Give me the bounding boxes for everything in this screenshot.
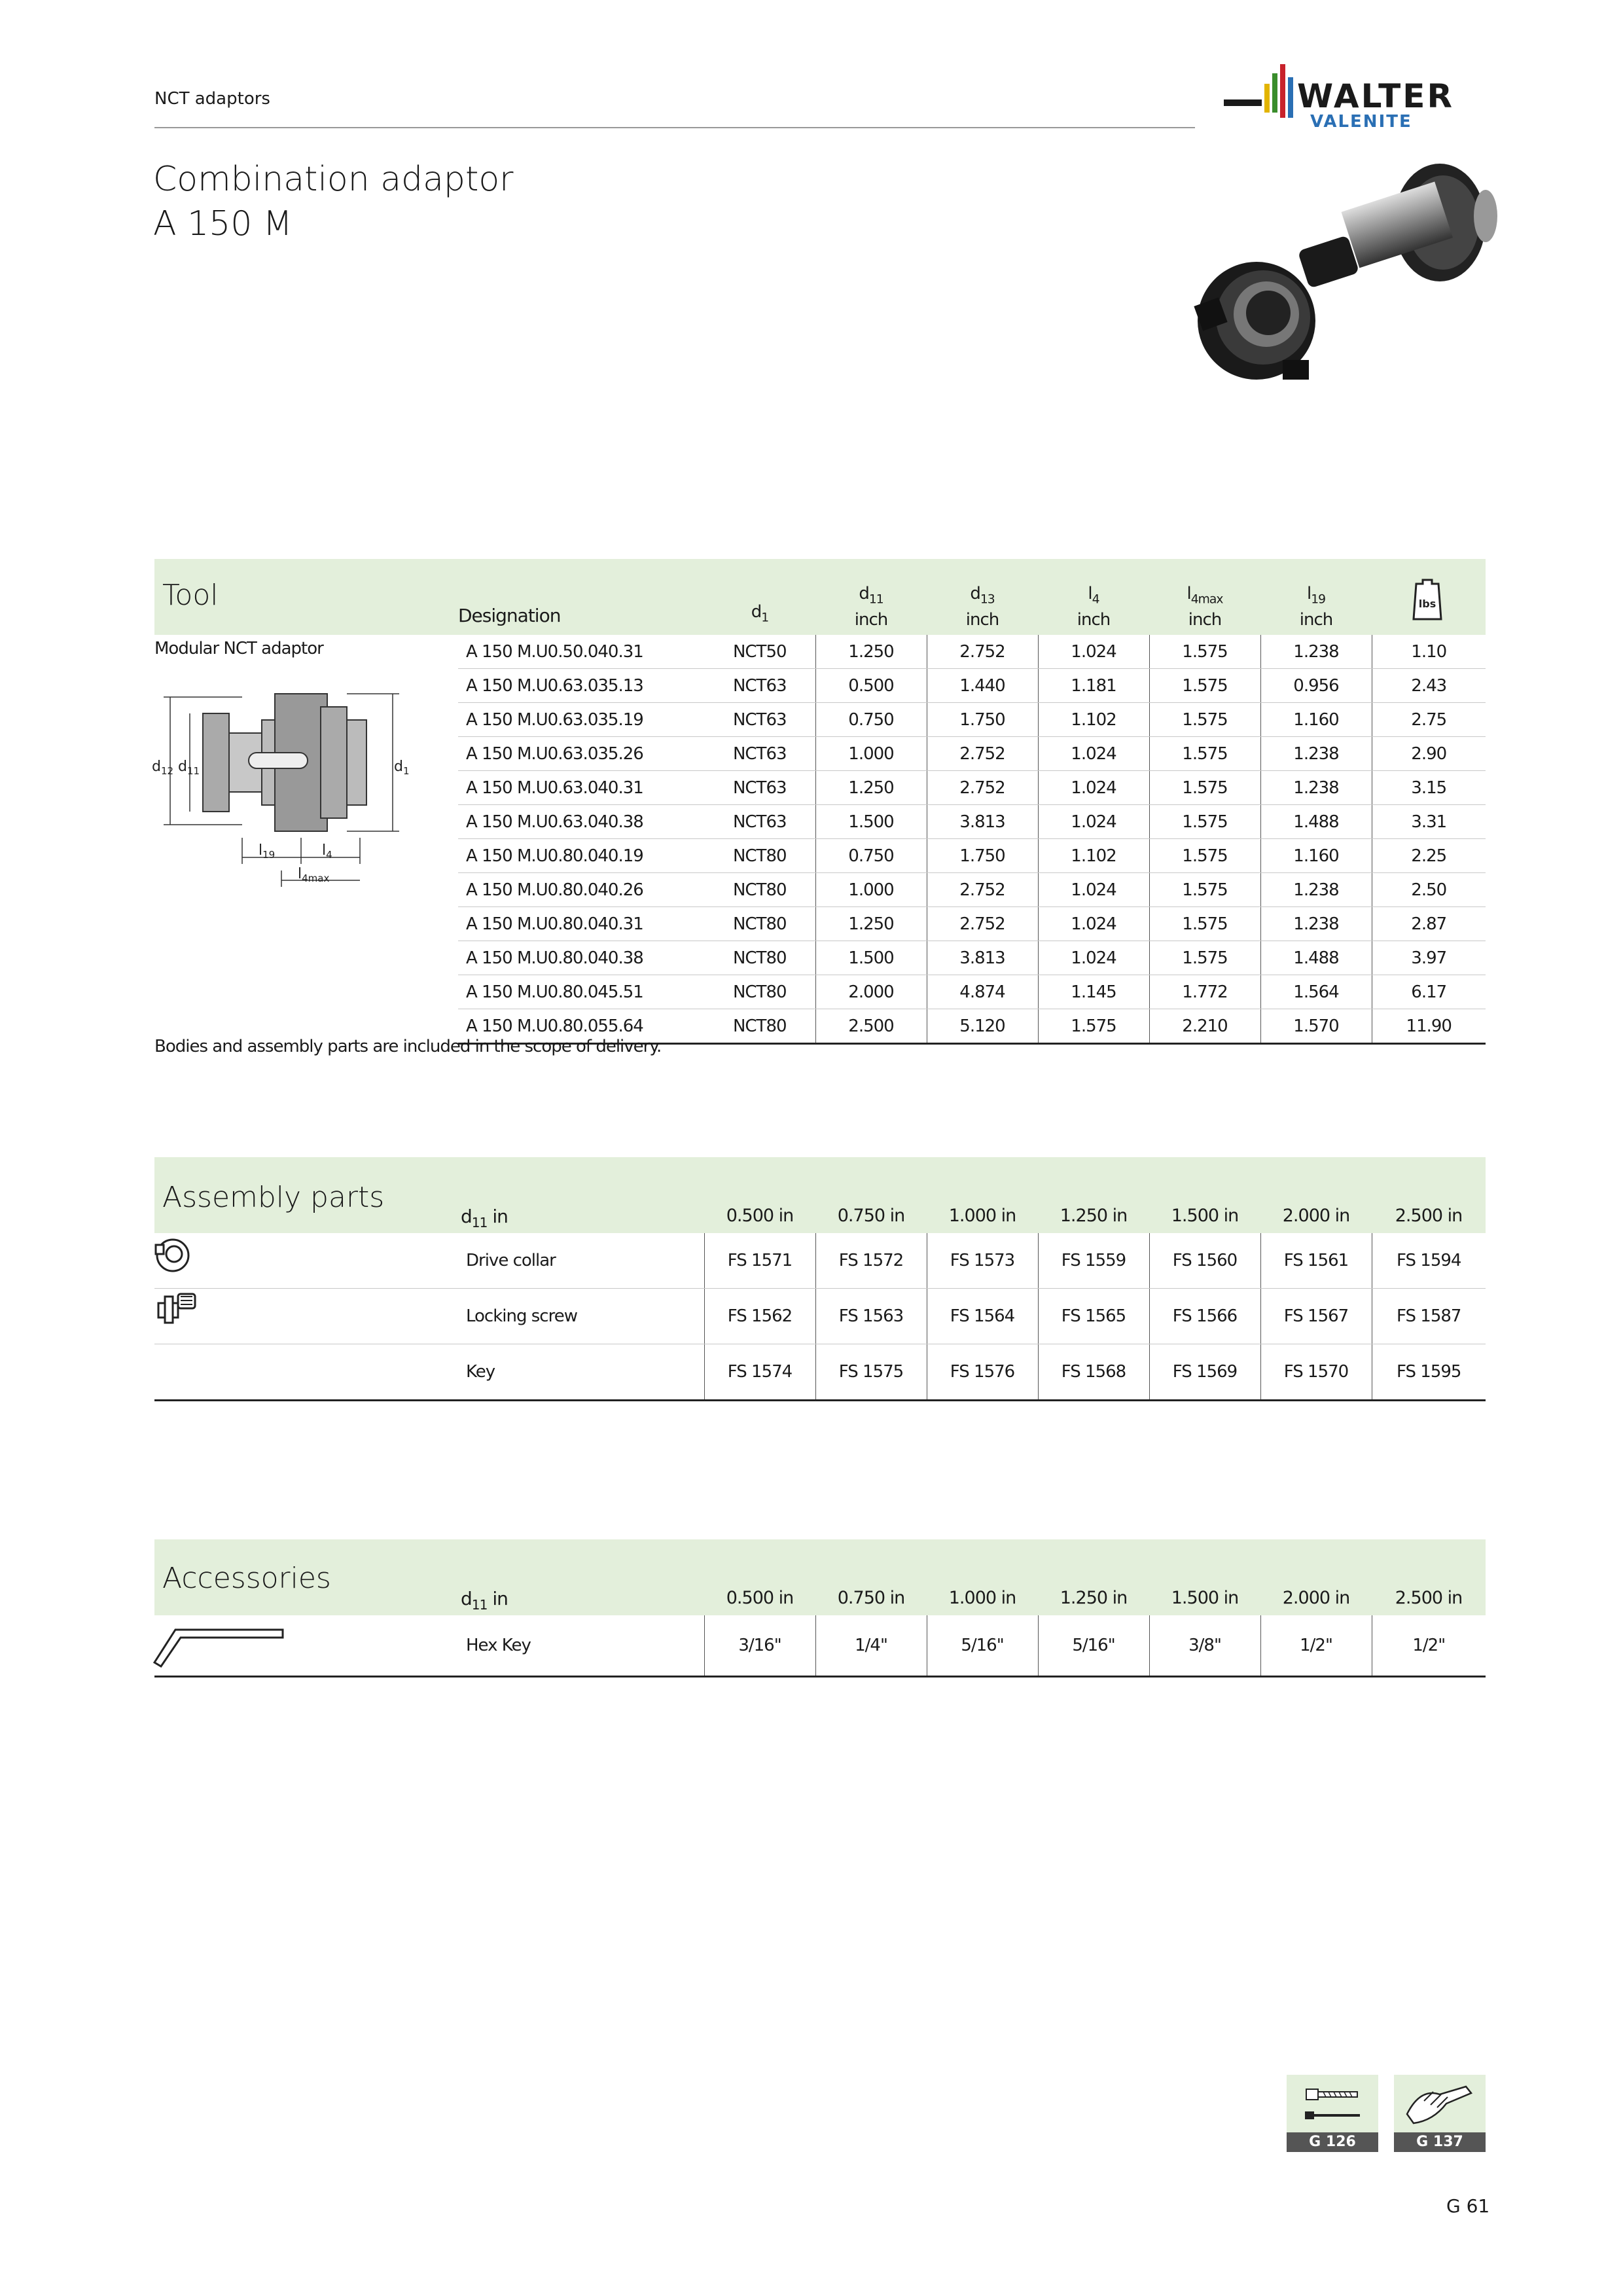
row-label: Hex Key bbox=[466, 1636, 531, 1655]
table-cell: 1.575 bbox=[1149, 635, 1260, 669]
table-row bbox=[458, 703, 1486, 737]
table-cell: 2.25 bbox=[1372, 839, 1486, 873]
table-cell: 2.500 bbox=[815, 1009, 927, 1044]
table-cell: 2.752 bbox=[927, 873, 1038, 907]
table-cell: 1.575 bbox=[1149, 907, 1260, 941]
table-cell: 5/16" bbox=[1038, 1615, 1149, 1677]
table-cell: A 150 M.U0.63.040.31 bbox=[458, 771, 704, 805]
table-cell: 1.750 bbox=[927, 839, 1038, 873]
assembly-heading: Assembly parts bbox=[162, 1181, 385, 1214]
brand-bottom: VALENITE bbox=[1310, 112, 1412, 132]
table-row bbox=[458, 975, 1486, 1009]
accessories-size-headers bbox=[704, 1588, 1486, 1608]
table-cell: 1.575 bbox=[1149, 941, 1260, 975]
accessories-heading: Accessories bbox=[162, 1562, 331, 1595]
row-label: Key bbox=[466, 1362, 495, 1382]
screw-reference-icon bbox=[1287, 2075, 1378, 2132]
table-cell: 2.210 bbox=[1149, 1009, 1260, 1044]
table-cell: 1.000 bbox=[815, 873, 927, 907]
table-cell: 1.000 bbox=[815, 737, 927, 771]
table-row bbox=[458, 771, 1486, 805]
table-cell: 2.90 bbox=[1372, 737, 1486, 771]
table-cell: A 150 M.U0.80.040.19 bbox=[458, 839, 704, 873]
table-row bbox=[458, 635, 1486, 669]
table-cell: 2.87 bbox=[1372, 907, 1486, 941]
size-header: 0.500 in bbox=[726, 1206, 794, 1226]
table-cell: 3/8" bbox=[1149, 1615, 1260, 1677]
table-cell: 1.250 bbox=[815, 771, 927, 805]
table-cell: 3.15 bbox=[1372, 771, 1486, 805]
table-cell: 1.102 bbox=[1038, 839, 1149, 873]
accessories-col-label: $d_{11}$ in bbox=[461, 1588, 508, 1613]
locking-screw-icon bbox=[152, 1290, 204, 1334]
table-cell: NCT80 bbox=[704, 873, 815, 907]
table-cell: 1.250 bbox=[815, 635, 927, 669]
assembly-table bbox=[154, 1233, 1486, 1401]
table-cell: NCT80 bbox=[704, 975, 815, 1009]
technical-drawing bbox=[151, 668, 412, 890]
table-cell: 1.488 bbox=[1260, 941, 1372, 975]
hand-wrench-reference-icon bbox=[1394, 2075, 1486, 2132]
table-row bbox=[458, 737, 1486, 771]
table-cell: 1.102 bbox=[1038, 703, 1149, 737]
col-d11: $d_{11}$ inch bbox=[854, 584, 888, 630]
table-cell: FS 1575 bbox=[815, 1344, 927, 1401]
table-cell: A 150 M.U0.80.045.51 bbox=[458, 975, 704, 1009]
hex-key-icon bbox=[152, 1617, 289, 1674]
table-cell: 1.238 bbox=[1260, 737, 1372, 771]
table-cell: FS 1561 bbox=[1260, 1233, 1372, 1289]
table-cell: FS 1560 bbox=[1149, 1233, 1260, 1289]
row-label: Drive collar bbox=[466, 1251, 556, 1270]
table-row bbox=[154, 1289, 1486, 1344]
table-cell: 1.238 bbox=[1260, 873, 1372, 907]
table-cell: A 150 M.U0.63.035.13 bbox=[458, 669, 704, 703]
col-d13: $d_{13}$ inch bbox=[965, 584, 999, 630]
table-cell: 3.31 bbox=[1372, 805, 1486, 839]
tool-table bbox=[458, 635, 1486, 1045]
table-cell: 1.575 bbox=[1149, 703, 1260, 737]
size-header: 0.750 in bbox=[837, 1588, 905, 1608]
table-row bbox=[154, 1615, 1486, 1677]
table-cell: NCT80 bbox=[704, 1009, 815, 1044]
table-cell: 1.10 bbox=[1372, 635, 1486, 669]
assembly-col-label: $d_{11}$ in bbox=[461, 1206, 508, 1231]
table-cell: A 150 M.U0.80.055.64 bbox=[458, 1009, 704, 1044]
size-header: 0.750 in bbox=[837, 1206, 905, 1226]
table-cell: 1.570 bbox=[1260, 1009, 1372, 1044]
table-cell: 3.813 bbox=[927, 805, 1038, 839]
table-cell: A 150 M.U0.63.040.38 bbox=[458, 805, 704, 839]
table-cell: 1.575 bbox=[1149, 805, 1260, 839]
size-header: 0.500 in bbox=[726, 1588, 794, 1608]
table-cell: NCT63 bbox=[704, 703, 815, 737]
table-cell: 3.813 bbox=[927, 941, 1038, 975]
table-cell: 1/2" bbox=[1372, 1615, 1486, 1677]
table-cell: 1.750 bbox=[927, 703, 1038, 737]
table-cell: 1.772 bbox=[1149, 975, 1260, 1009]
table-cell: 1.145 bbox=[1038, 975, 1149, 1009]
table-cell: A 150 M.U0.50.040.31 bbox=[458, 635, 704, 669]
table-cell: FS 1571 bbox=[704, 1233, 815, 1289]
table-cell: 0.750 bbox=[815, 703, 927, 737]
ref-g126[interactable]: G 126 bbox=[1287, 2075, 1378, 2152]
table-cell: FS 1587 bbox=[1372, 1289, 1486, 1344]
svg-text:d11: $d_{11}$ bbox=[178, 759, 200, 777]
table-cell: NCT80 bbox=[704, 839, 815, 873]
svg-text:lbs: lbs bbox=[1418, 598, 1436, 610]
table-cell: 1.238 bbox=[1260, 635, 1372, 669]
table-cell: 1.564 bbox=[1260, 975, 1372, 1009]
table-cell: 1.575 bbox=[1149, 737, 1260, 771]
size-header: 2.000 in bbox=[1282, 1206, 1350, 1226]
table-cell: 5.120 bbox=[927, 1009, 1038, 1044]
table-row bbox=[154, 1233, 1486, 1289]
table-cell: 1.024 bbox=[1038, 771, 1149, 805]
table-cell: 3/16" bbox=[704, 1615, 815, 1677]
section-label: NCT adaptors bbox=[154, 89, 270, 109]
table-cell: 0.956 bbox=[1260, 669, 1372, 703]
col-l4max: $l_{4max}$ inch bbox=[1186, 584, 1223, 630]
table-cell: A 150 M.U0.80.040.31 bbox=[458, 907, 704, 941]
table-cell: FS 1569 bbox=[1149, 1344, 1260, 1401]
table-cell: FS 1594 bbox=[1372, 1233, 1486, 1289]
table-cell: 2.752 bbox=[927, 635, 1038, 669]
table-cell: 1.024 bbox=[1038, 907, 1149, 941]
table-cell: A 150 M.U0.80.040.38 bbox=[458, 941, 704, 975]
table-cell: 4.874 bbox=[927, 975, 1038, 1009]
table-cell: 2.50 bbox=[1372, 873, 1486, 907]
tool-subheading: Modular NCT adaptor bbox=[154, 639, 323, 658]
table-row bbox=[458, 873, 1486, 907]
table-row bbox=[458, 941, 1486, 975]
table-cell: FS 1565 bbox=[1038, 1289, 1149, 1344]
assembly-size-headers bbox=[704, 1206, 1486, 1226]
table-cell: FS 1566 bbox=[1149, 1289, 1260, 1344]
table-cell: NCT63 bbox=[704, 737, 815, 771]
row-label-cell bbox=[154, 1233, 704, 1289]
table-cell: 1/4" bbox=[815, 1615, 927, 1677]
size-header: 1.250 in bbox=[1060, 1588, 1128, 1608]
table-cell: 1.500 bbox=[815, 805, 927, 839]
svg-text:l19: $l_{19}$ bbox=[259, 842, 276, 861]
table-cell: 1.181 bbox=[1038, 669, 1149, 703]
size-header: 2.500 in bbox=[1395, 1588, 1463, 1608]
table-cell: 3.97 bbox=[1372, 941, 1486, 975]
table-cell: A 150 M.U0.63.035.26 bbox=[458, 737, 704, 771]
table-cell: 1.238 bbox=[1260, 907, 1372, 941]
table-row bbox=[154, 1344, 1486, 1401]
table-row bbox=[458, 839, 1486, 873]
table-cell: FS 1562 bbox=[704, 1289, 815, 1344]
table-cell: 2.75 bbox=[1372, 703, 1486, 737]
col-l19: $l_{19}$ inch bbox=[1299, 584, 1333, 630]
table-cell: 1.024 bbox=[1038, 737, 1149, 771]
table-cell: 1.575 bbox=[1149, 771, 1260, 805]
table-cell: FS 1563 bbox=[815, 1289, 927, 1344]
table-cell: FS 1572 bbox=[815, 1233, 927, 1289]
table-cell: 1.575 bbox=[1149, 839, 1260, 873]
row-label-cell bbox=[154, 1344, 704, 1401]
table-cell: 1.250 bbox=[815, 907, 927, 941]
table-cell: 2.752 bbox=[927, 907, 1038, 941]
col-d1: $d_1$ bbox=[751, 602, 769, 625]
row-label-cell bbox=[154, 1615, 704, 1677]
walter-valenite-logo bbox=[1224, 60, 1499, 132]
table-cell: 2.752 bbox=[927, 737, 1038, 771]
accessories-table bbox=[154, 1615, 1486, 1677]
table-cell: 1.440 bbox=[927, 669, 1038, 703]
tool-heading: Tool bbox=[162, 579, 219, 612]
table-cell: 1.238 bbox=[1260, 771, 1372, 805]
table-cell: 2.43 bbox=[1372, 669, 1486, 703]
table-cell: FS 1576 bbox=[927, 1344, 1038, 1401]
table-cell: FS 1595 bbox=[1372, 1344, 1486, 1401]
table-cell: 1.160 bbox=[1260, 839, 1372, 873]
table-cell: NCT63 bbox=[704, 771, 815, 805]
table-cell: 1.575 bbox=[1149, 873, 1260, 907]
svg-text:d1: $d_1$ bbox=[394, 759, 410, 777]
table-cell: 1.575 bbox=[1149, 669, 1260, 703]
table-cell: FS 1568 bbox=[1038, 1344, 1149, 1401]
table-cell: 1/2" bbox=[1260, 1615, 1372, 1677]
table-cell: FS 1559 bbox=[1038, 1233, 1149, 1289]
table-cell: 11.90 bbox=[1372, 1009, 1486, 1044]
title-line-1: Combination adaptor bbox=[153, 160, 514, 199]
table-cell: 6.17 bbox=[1372, 975, 1486, 1009]
table-cell: NCT80 bbox=[704, 941, 815, 975]
table-cell: 1.575 bbox=[1038, 1009, 1149, 1044]
table-cell: FS 1567 bbox=[1260, 1289, 1372, 1344]
table-cell: A 150 M.U0.80.040.26 bbox=[458, 873, 704, 907]
col-l4: $l_4$ inch bbox=[1077, 584, 1111, 630]
table-cell: FS 1564 bbox=[927, 1289, 1038, 1344]
size-header: 2.000 in bbox=[1282, 1588, 1350, 1608]
table-cell: NCT50 bbox=[704, 635, 815, 669]
tool-footnote: Bodies and assembly parts are included in the scope of delivery. bbox=[154, 1037, 662, 1056]
table-cell: 1.024 bbox=[1038, 873, 1149, 907]
table-cell: 2.000 bbox=[815, 975, 927, 1009]
table-cell: NCT63 bbox=[704, 805, 815, 839]
table-cell: 0.500 bbox=[815, 669, 927, 703]
ref-g137[interactable]: G 137 bbox=[1394, 2075, 1486, 2152]
table-cell: 1.024 bbox=[1038, 635, 1149, 669]
size-header: 1.500 in bbox=[1171, 1206, 1239, 1226]
size-header: 1.000 in bbox=[948, 1206, 1016, 1226]
size-header: 1.500 in bbox=[1171, 1588, 1239, 1608]
table-cell: 1.500 bbox=[815, 941, 927, 975]
title-line-2: A 150 M bbox=[153, 204, 293, 243]
size-header: 2.500 in bbox=[1395, 1206, 1463, 1226]
table-cell: 1.024 bbox=[1038, 941, 1149, 975]
size-header: 1.000 in bbox=[948, 1588, 1016, 1608]
page-number: G 61 bbox=[1446, 2195, 1490, 2217]
page-title bbox=[153, 157, 514, 246]
table-row bbox=[458, 669, 1486, 703]
col-designation: Designation bbox=[458, 605, 561, 626]
product-photo bbox=[1185, 157, 1512, 393]
table-cell: 2.752 bbox=[927, 771, 1038, 805]
table-row bbox=[458, 805, 1486, 839]
table-cell: A 150 M.U0.63.035.19 bbox=[458, 703, 704, 737]
table-row bbox=[458, 907, 1486, 941]
table-cell: 1.024 bbox=[1038, 805, 1149, 839]
weight-icon bbox=[1411, 573, 1444, 626]
table-cell: FS 1574 bbox=[704, 1344, 815, 1401]
table-cell: NCT63 bbox=[704, 669, 815, 703]
size-header: 1.250 in bbox=[1060, 1206, 1128, 1226]
row-label: Locking screw bbox=[466, 1306, 577, 1326]
drive-collar-icon bbox=[152, 1234, 198, 1278]
svg-text:l4: $l_4$ bbox=[322, 842, 332, 861]
row-label-cell bbox=[154, 1289, 704, 1344]
brand-top: WALTER bbox=[1297, 77, 1454, 115]
table-cell: 1.160 bbox=[1260, 703, 1372, 737]
table-cell: NCT80 bbox=[704, 907, 815, 941]
table-cell: 0.750 bbox=[815, 839, 927, 873]
svg-text:d12: $d_{12}$ bbox=[152, 759, 174, 777]
table-cell: FS 1570 bbox=[1260, 1344, 1372, 1401]
svg-text:l4max: $l_{4max}$ bbox=[298, 866, 330, 884]
header-rule bbox=[154, 127, 1195, 128]
table-cell: 5/16" bbox=[927, 1615, 1038, 1677]
table-cell: FS 1573 bbox=[927, 1233, 1038, 1289]
table-cell: 1.488 bbox=[1260, 805, 1372, 839]
